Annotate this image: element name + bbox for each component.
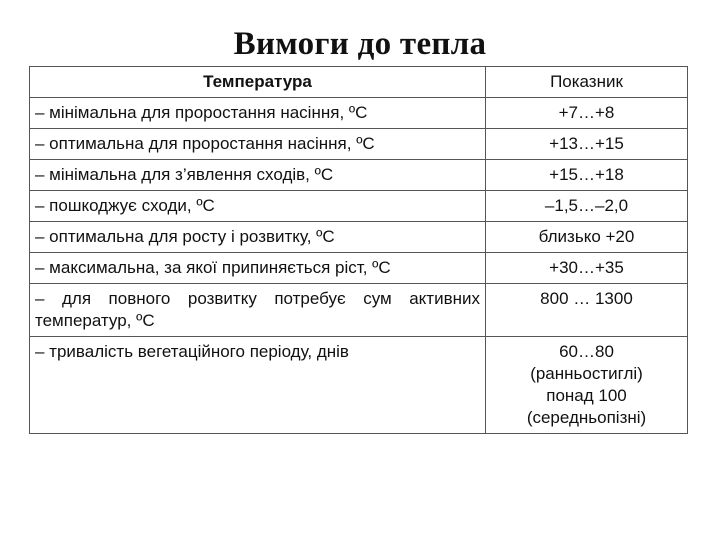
table-row xyxy=(30,98,688,129)
row-value xyxy=(486,337,688,434)
row-label: – максимальна, за якої припиняється ріст, ºС xyxy=(30,253,486,284)
value-line: понад 100 xyxy=(546,386,627,405)
temperature-requirements-table xyxy=(29,66,688,434)
table-row xyxy=(30,129,688,160)
row-label: – оптимальна для проростання насіння, ºС xyxy=(30,129,486,160)
header-indicator: Показник xyxy=(486,67,688,98)
row-value: 800 … 1300 xyxy=(486,284,688,337)
row-label: – оптимальна для росту і розвитку, ºС xyxy=(30,222,486,253)
row-value: близько +20 xyxy=(486,222,688,253)
table-row xyxy=(30,337,688,434)
row-label: – пошкоджує сходи, ºС xyxy=(30,191,486,222)
row-label: – тривалість вегетаційного періоду, днів xyxy=(30,337,486,434)
row-label: – мінімальна для проростання насіння, ºС xyxy=(30,98,486,129)
row-value: –1,5…–2,0 xyxy=(486,191,688,222)
table-row xyxy=(30,253,688,284)
table-row xyxy=(30,284,688,337)
row-value: +15…+18 xyxy=(486,160,688,191)
row-value: +7…+8 xyxy=(486,98,688,129)
value-line: (середньопізні) xyxy=(526,408,647,427)
page-title: Вимоги до тепла xyxy=(233,26,487,62)
table-header-row xyxy=(30,67,688,98)
table-row xyxy=(30,191,688,222)
row-label: – мінімальна для з’явлення сходів, ºС xyxy=(30,160,486,191)
row-label: – для повного розвитку потребує сум активних температур, ºС xyxy=(30,284,486,337)
value-line: (ранньостиглі) xyxy=(530,364,643,383)
value-line: 60…80 xyxy=(559,342,614,361)
table-row xyxy=(30,160,688,191)
header-temperature: Температура xyxy=(30,67,486,98)
row-value: +30…+35 xyxy=(486,253,688,284)
table-row xyxy=(30,222,688,253)
row-value: +13…+15 xyxy=(486,129,688,160)
